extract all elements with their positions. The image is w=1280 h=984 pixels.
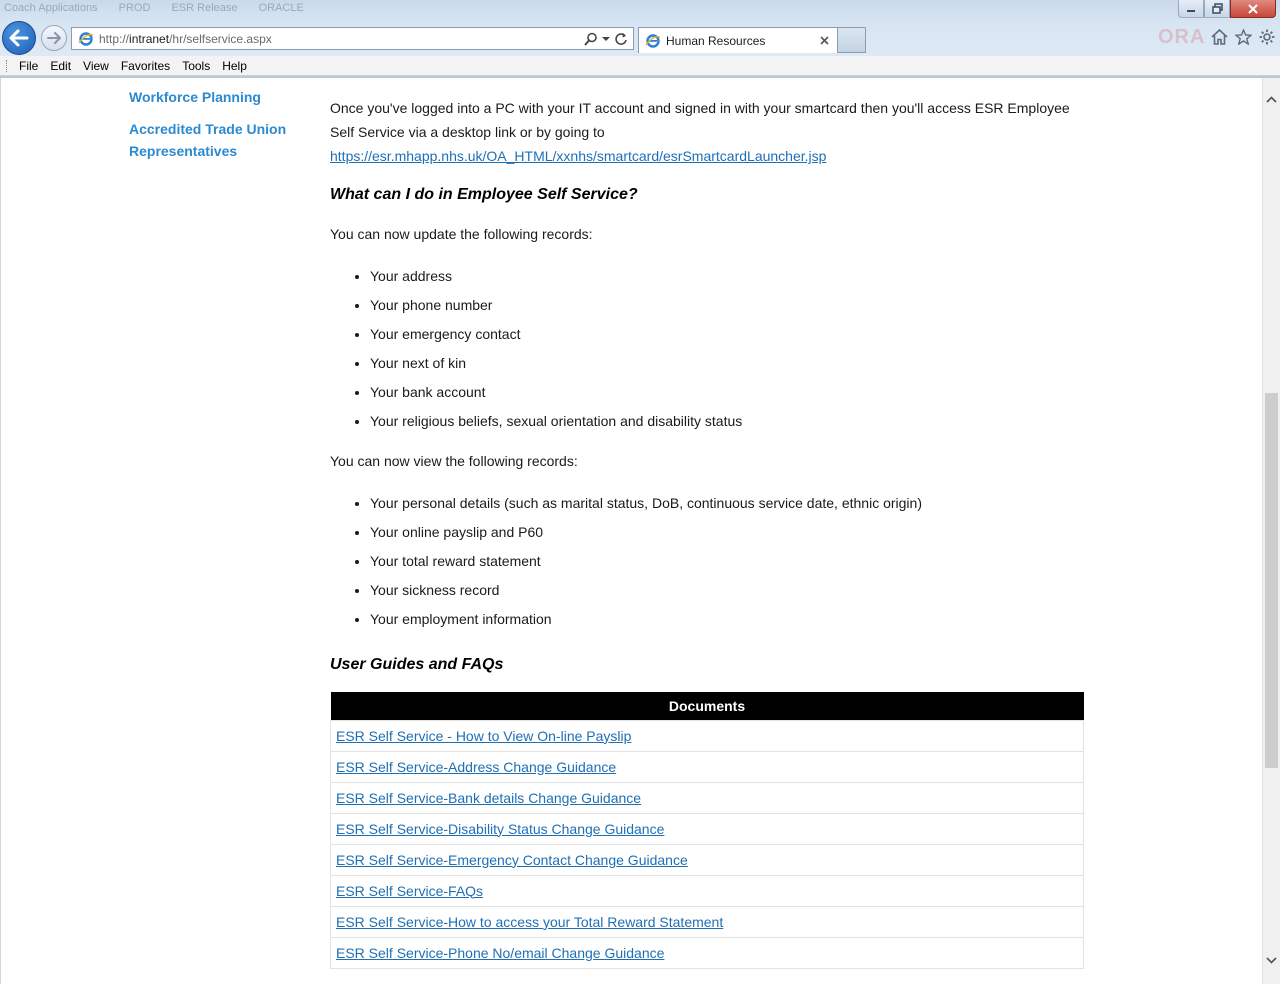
document-link[interactable]: ESR Self Service-How to access your Total Reward Statement [336, 913, 724, 930]
document-link[interactable]: ESR Self Service-FAQs [336, 882, 484, 899]
table-row [331, 720, 1084, 751]
back-button[interactable] [2, 21, 36, 55]
restore-button[interactable] [1204, 0, 1230, 18]
esr-launcher-link[interactable]: https://esr.mhapp.nhs.uk/OA_HTML/xxnhs/smartcard/esrSmartcardLauncher.jsp [330, 148, 827, 164]
ie-tab-icon [645, 33, 661, 49]
close-icon [820, 36, 829, 45]
menu-help[interactable]: Help [222, 59, 247, 73]
minimize-button[interactable] [1178, 0, 1204, 18]
intro-text: Once you've logged into a PC with your IT account and signed in with your smartcard then you'll access ESR Employee Self Service via a desktop link or by going to [330, 100, 1070, 140]
chevron-down-icon [1266, 957, 1277, 964]
settings-button[interactable] [1258, 28, 1276, 46]
scrollbar-thumb[interactable] [1265, 393, 1278, 768]
background-logo: ORA [1158, 26, 1206, 48]
list-item: • Your personal details (such as marital status, DoB, continuous service date, ethnic origin) [370, 493, 1090, 513]
document-link[interactable]: ESR Self Service-Phone No/email Change Guidance [336, 944, 665, 961]
sidebar-item-workforce-planning[interactable]: Workforce Planning [129, 89, 261, 105]
browser-toolbar-icons [1210, 28, 1276, 46]
search-icon[interactable] [584, 32, 598, 46]
table-row [331, 782, 1084, 813]
list-item: • Your sickness record [370, 580, 1090, 600]
list-item: • Your total reward statement [370, 551, 1090, 571]
star-icon [1235, 29, 1252, 45]
list-item: • Your next of kin [370, 353, 1090, 373]
documents-table [330, 692, 1084, 969]
table-row [331, 906, 1084, 937]
view-records-list [370, 493, 1090, 629]
scroll-down-button[interactable] [1263, 952, 1280, 969]
address-bar[interactable] [71, 27, 634, 50]
address-tools [584, 32, 628, 46]
main-content [330, 96, 1090, 969]
menu-file[interactable]: File [19, 59, 39, 73]
home-icon [1211, 29, 1228, 45]
what-can-i-do-heading: What can I do in Employee Self Service? [330, 186, 638, 203]
forward-button[interactable] [41, 25, 67, 51]
background-window-titles: Coach Applications PROD ESR Release ORACLE [4, 2, 304, 14]
list-item: • Your online payslip and P60 [370, 522, 1090, 542]
window-controls [1178, 0, 1276, 20]
document-link[interactable]: ESR Self Service-Disability Status Change Guidance [336, 820, 665, 837]
restore-icon [1212, 3, 1223, 14]
document-link[interactable]: ESR Self Service-Address Change Guidance [336, 758, 617, 775]
view-intro-text: You can now view the following records: [330, 453, 578, 469]
menu-edit[interactable]: Edit [50, 59, 72, 73]
document-link[interactable]: ESR Self Service-Emergency Contact Change Guidance [336, 851, 688, 868]
back-arrow-icon [9, 29, 29, 47]
table-row [331, 937, 1084, 968]
menu-tools[interactable]: Tools [182, 59, 211, 73]
tab-title: Human Resources [666, 33, 766, 48]
table-row [331, 875, 1084, 906]
documents-header: Documents [331, 692, 1084, 720]
update-records-list [370, 266, 1090, 431]
list-item: • Your phone number [370, 295, 1090, 315]
chevron-up-icon [1266, 96, 1277, 103]
list-item: • Your bank account [370, 382, 1090, 402]
table-row [331, 844, 1084, 875]
sidebar-item-trade-union-reps[interactable]: Accredited Trade Union Representatives [129, 121, 287, 159]
sidebar-nav [129, 86, 309, 172]
favorites-button[interactable] [1234, 28, 1252, 46]
scroll-up-button[interactable] [1263, 91, 1280, 108]
list-item: • Your religious beliefs, sexual orientation and disability status [370, 411, 1090, 431]
update-intro-text: You can now update the following records: [330, 226, 593, 242]
user-guides-heading: User Guides and FAQs [330, 656, 504, 673]
document-link[interactable]: ESR Self Service-Bank details Change Guidance [336, 789, 642, 806]
gear-icon [1259, 29, 1275, 45]
close-window-button[interactable] [1230, 0, 1276, 18]
minimize-icon [1186, 4, 1196, 14]
tab-close-button[interactable] [816, 33, 832, 49]
intro-paragraph [330, 96, 1090, 168]
menu-bar [0, 56, 1280, 76]
menu-grip [6, 60, 8, 72]
menu-favorites[interactable]: Favorites [120, 59, 171, 73]
page-viewport [0, 78, 1262, 984]
document-link[interactable]: ESR Self Service - How to View On-line Payslip [336, 727, 632, 744]
refresh-icon[interactable] [614, 32, 628, 46]
table-row [331, 813, 1084, 844]
list-item: • Your address [370, 266, 1090, 286]
table-row [331, 751, 1084, 782]
close-icon [1248, 4, 1258, 14]
tab-human-resources[interactable] [638, 27, 838, 53]
vertical-scrollbar[interactable] [1262, 78, 1280, 984]
new-tab-button[interactable] [838, 27, 866, 53]
list-item: • Your emergency contact [370, 324, 1090, 344]
forward-arrow-icon [47, 32, 61, 44]
menu-view[interactable]: View [83, 59, 109, 73]
browser-title-area [0, 0, 1280, 56]
list-item: • Your employment information [370, 609, 1090, 629]
chevron-down-icon[interactable] [602, 36, 610, 42]
address-url[interactable]: http://intranet/hr/selfservice.aspx [99, 31, 272, 46]
home-button[interactable] [1210, 28, 1228, 46]
ie-page-icon [78, 31, 94, 47]
